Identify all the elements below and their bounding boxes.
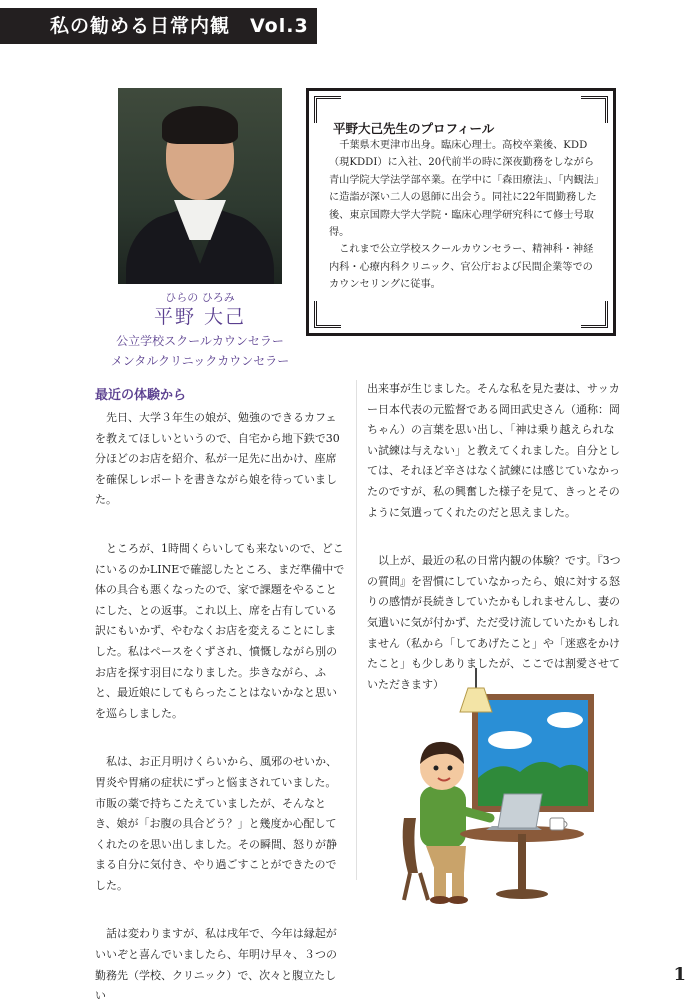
page-number: 1 [673, 964, 686, 985]
profile-heading: 平野大己先生のプロフィール [333, 121, 495, 136]
author-photo [118, 88, 282, 284]
article-paragraph: 話は変わりますが、私は戌年で、今年は縁起がいいぞと喜んでいましたら、年明け早々、３つの勤務先（学校、クリニック）で、次々と腹立たしい [95, 927, 337, 1003]
column-divider [356, 380, 357, 880]
article-paragraph: ところが、1時間くらいしても来ないので、どこにいるのかLINEで確認したところ、まだ準備中で体の具合も悪くなったので、家で課題をやることにした、との返事。これ以上、席を占有している訳にもいかず、やむなくお店を変えることにしました。私はペースをくずされ、憤慨しながら別のお店を探す羽目になりました。歩きながら、ふと、最近娘にしてもらったことはないかなと思いを巡らしました。 [95, 541, 345, 720]
laptop-icon [498, 794, 542, 828]
profile-paragraph: 千葉県木更津市出身。臨床心理士。高校卒業後、KDD（現KDDI）に入社、20代前半の時に深夜勤務をしながら青山学院大学法学部卒業。在学中に「森田療法」、「内観法」に造詣が深い二人の恩師に出会う。同社に22年間勤務した後、東京国際大学大学院・臨床心理学研究科にて修士号取得。 [329, 140, 599, 239]
profile-box [306, 88, 616, 336]
author-name: 平野 大己 [153, 306, 247, 328]
section-heading: 最近の体験から [95, 388, 187, 403]
article-column-left [95, 408, 347, 1007]
article-paragraph: 先日、大学３年生の娘が、勉強のできるカフェを教えてほしいというので、自宅から地下鉄で30分ほどのお店を紹介、私が一足先に出かけ、座席を確保しレポートを書きながら娘を待っていました。 [95, 411, 340, 507]
profile-paragraph: これまで公立学校スクールカウンセラー、精神科・神経内科・心療内科クリニック、官公庁および民間企業等でのカウンセリングに従事。 [329, 244, 594, 291]
author-title-2: メンタルクリニックカウンセラー [110, 354, 290, 368]
series-title: 私の勧める日常内観 Vol.3 [50, 15, 309, 37]
series-title-bar [0, 8, 317, 44]
profile-text [329, 137, 599, 294]
article-column-right [367, 379, 621, 695]
author-name-kana: ひらの ひろみ [165, 291, 235, 304]
person-shirt [420, 786, 466, 848]
coffee-cup-icon [550, 818, 564, 830]
article-paragraph: 出来事が生じました。そんな私を見た妻は、サッカー日本代表の元監督である岡田武史さん（通称：岡ちゃん）の言葉を思い出し、「神は乗り越えられない試練は与えない」と教えてくれました。自分としては、それほど辛さはなく試練には感じていなかったのですが、私の興奮した様子を見て、きっとそのように気遣ってくれたのだと思えました。 [367, 382, 620, 519]
lamp-icon [460, 688, 492, 712]
man-with-laptop-at-cafe-illustration [390, 668, 600, 908]
author-title-1: 公立学校スクールカウンセラー [116, 334, 284, 348]
article-paragraph: 以上が、最近の私の日常内観の体験？です。『3つの質問』を習慣にしていなかったら、娘に対する怒りの感情が長続きしていたかもしれませんし、妻の気遣いに気が付かず、ただ受け流していたかもしれません（私から「してあげたこと」や「迷惑をかけたこと」も少しありましたが、ここでは割愛させていただきます） [367, 554, 621, 691]
article-paragraph: 私は、お正月明けくらいから、風邪のせいか、胃炎や胃痛の症状にずっと悩まされていました。市販の薬で持ちこたえていましたが、そんなとき、娘が「お腹の具合どう？」と幾度か心配してくれたのを思い出しました。その瞬間、怒りが静まる自分に気付き、やり過ごすことができたのでした。 [95, 755, 337, 892]
